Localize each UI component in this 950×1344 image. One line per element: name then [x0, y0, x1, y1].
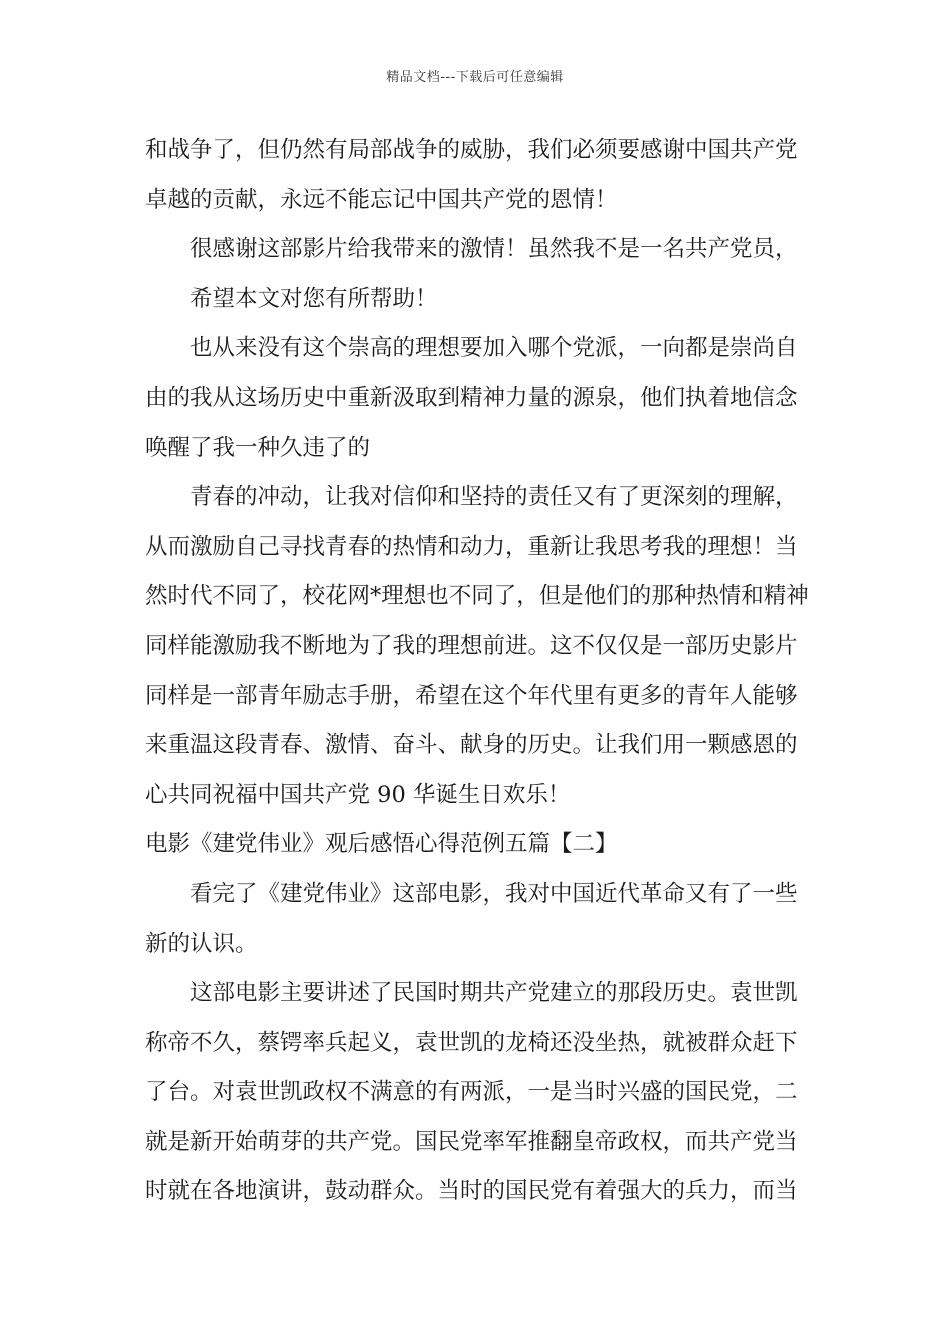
text-line: 然时代不同了，校花网*理想也不同了，但是他们的那种热情和精神	[145, 583, 809, 610]
text-line: 同样能激励我不断地为了我的理想前进。这不仅仅是一部历史影片	[145, 632, 798, 659]
text-line: 很感谢这部影片给我带来的激情！虽然我不是一名共产党员，	[190, 236, 798, 263]
page-header: 精品文档---下载后可任意编辑	[386, 70, 564, 85]
text-line: 心共同祝福中国共产党 90 华诞生日欢乐！	[145, 781, 571, 808]
document-body	[145, 126, 810, 1217]
text-line: 唤醒了我一种久违了的	[145, 434, 371, 461]
text-line: 同样是一部青年励志手册，希望在这个年代里有更多的青年人能够	[145, 682, 798, 709]
text-line: 就是新开始萌芽的共产党。国民党率军推翻皇帝政权，而共产党当	[145, 1128, 798, 1155]
text-line: 卓越的贡献，永远不能忘记中国共产党的恩情！	[145, 186, 618, 213]
text-line: 希望本文对您有所帮助！	[190, 285, 438, 312]
text-line: 从而激励自己寻找青春的热情和动力，重新让我思考我的理想！当	[145, 533, 798, 560]
text-line: 青春的冲动，让我对信仰和坚持的责任又有了更深刻的理解，	[190, 484, 798, 511]
text-line: 来重温这段青春、激情、奋斗、献身的历史。让我们用一颗感恩的	[145, 732, 798, 759]
text-line: 了台。对袁世凯政权不满意的有两派，一是当时兴盛的国民党，二	[145, 1079, 798, 1106]
text-line: 看完了《建党伟业》这部电影，我对中国近代革命又有了一些	[190, 880, 798, 907]
text-line: 时就在各地演讲，鼓动群众。当时的国民党有着强大的兵力，而当	[145, 1178, 798, 1205]
text-line: 也从来没有这个崇高的理想要加入哪个党派，一向都是崇尚自	[190, 335, 798, 362]
text-line: 新的认识。	[145, 930, 258, 957]
text-line: 和战争了，但仍然有局部战争的威胁，我们必须要感谢中国共产党	[145, 137, 798, 163]
text-line: 由的我从这场历史中重新汲取到精神力量的源泉，他们执着地信念	[145, 384, 798, 411]
text-line: 这部电影主要讲述了民国时期共产党建立的那段历史。袁世凯	[190, 980, 798, 1007]
text-line: 称帝不久，蔡锷率兵起义，袁世凯的龙椅还没坐热，就被群众赶下	[145, 1029, 798, 1056]
text-line: 电影《建党伟业》观后感悟心得范例五篇【二】	[145, 831, 618, 858]
